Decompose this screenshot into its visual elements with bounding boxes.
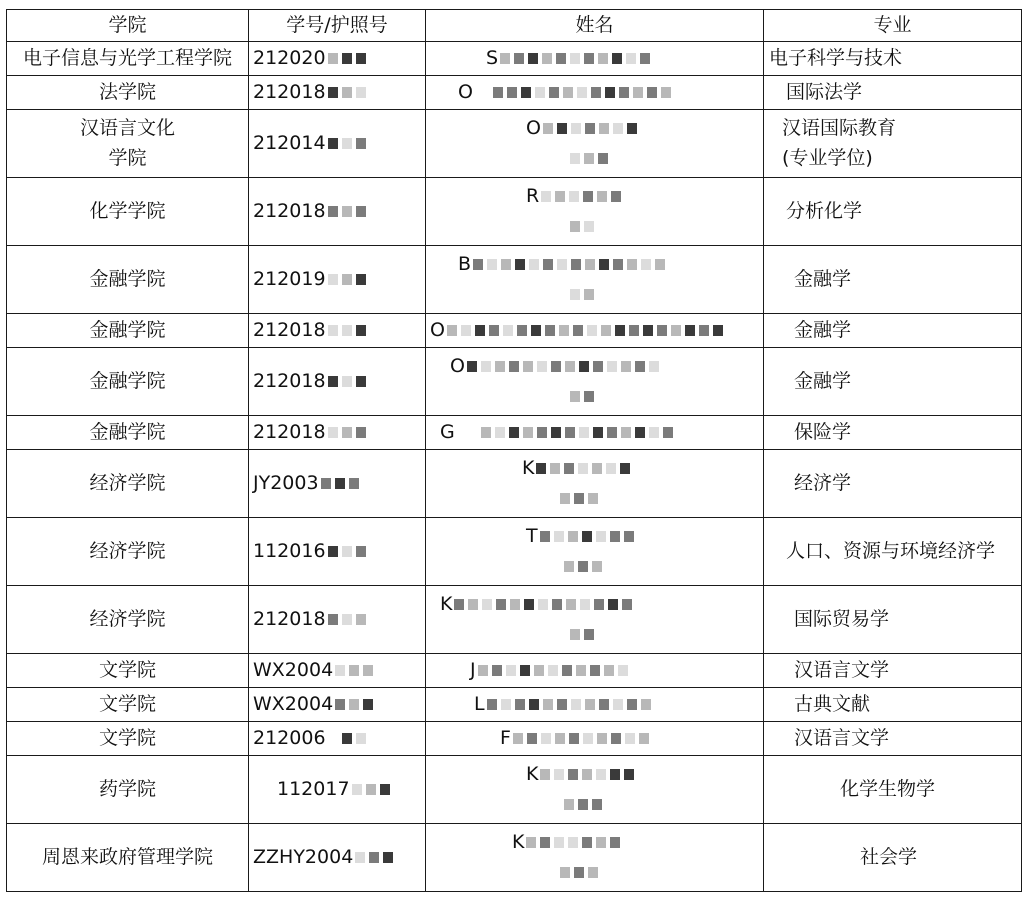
redacted-block — [326, 197, 368, 226]
name-initial: F — [500, 726, 511, 749]
major-cell: 国际法学 — [764, 76, 1022, 110]
id-cell — [249, 756, 426, 824]
id-cell — [249, 450, 426, 518]
id-cell — [249, 178, 426, 246]
redacted-block — [326, 129, 368, 158]
table-row — [7, 518, 1022, 586]
redacted-block — [326, 418, 368, 447]
college-cell: 金融学院 — [7, 416, 249, 450]
college-line: 学院 — [108, 146, 147, 169]
name-cell — [426, 314, 764, 348]
name-initial: R — [526, 185, 540, 208]
id-cell — [249, 688, 426, 722]
id-text: JY2003 — [253, 471, 319, 494]
redacted-block — [498, 44, 652, 73]
name-cell — [426, 756, 764, 824]
table-row — [7, 416, 1022, 450]
redacted-block — [558, 858, 600, 887]
id-cell — [249, 42, 426, 76]
table-row — [7, 586, 1022, 654]
name-initial: O — [458, 80, 473, 103]
redacted-block — [568, 620, 596, 649]
college-cell: 经济学院 — [7, 586, 249, 654]
table-row — [7, 722, 1022, 756]
redacted-block — [539, 182, 623, 211]
college-cell: 文学院 — [7, 688, 249, 722]
name-cell — [426, 586, 764, 654]
table-row — [7, 76, 1022, 110]
header-id: 学号/护照号 — [249, 10, 426, 42]
name-initial: B — [458, 253, 472, 276]
table-row — [7, 756, 1022, 824]
id-text: WX2004 — [253, 658, 334, 681]
major-cell: 经济学 — [764, 450, 1022, 518]
id-text: 212020 — [253, 46, 326, 69]
redacted-block — [562, 552, 604, 581]
id-text: 112017 — [277, 777, 350, 800]
redacted-block — [333, 656, 375, 685]
redacted-block — [326, 44, 368, 73]
redacted-block — [476, 656, 630, 685]
name-initial: O — [430, 318, 445, 341]
major-cell: 汉语言文学 — [764, 722, 1022, 756]
redacted-block — [538, 522, 636, 551]
redacted-block — [326, 605, 368, 634]
table-row — [7, 42, 1022, 76]
redacted-block — [485, 690, 653, 719]
redacted-block — [568, 212, 596, 241]
name-cell — [426, 416, 764, 450]
id-cell — [249, 824, 426, 892]
name-initial: J — [470, 658, 476, 681]
id-text: 212018 — [253, 420, 326, 443]
id-text: 212006 — [253, 726, 326, 749]
table-row — [7, 824, 1022, 892]
id-cell — [249, 348, 426, 416]
table-row — [7, 246, 1022, 314]
college-cell: 法学院 — [7, 76, 249, 110]
redacted-block — [568, 144, 610, 173]
name-cell — [426, 824, 764, 892]
major-cell: 保险学 — [764, 416, 1022, 450]
redacted-block — [326, 265, 368, 294]
college-cell — [7, 110, 249, 178]
redacted-block — [524, 828, 622, 857]
id-cell — [249, 110, 426, 178]
table-row — [7, 348, 1022, 416]
header-name: 姓名 — [426, 10, 764, 42]
major-cell — [764, 110, 1022, 178]
name-cell — [426, 654, 764, 688]
id-text: 212018 — [253, 80, 326, 103]
table-row — [7, 654, 1022, 688]
header-major: 专业 — [764, 10, 1022, 42]
name-cell — [426, 76, 764, 110]
redacted-block — [319, 469, 361, 498]
college-cell: 化学学院 — [7, 178, 249, 246]
redacted-block — [326, 316, 368, 345]
name-cell — [426, 178, 764, 246]
id-cell — [249, 314, 426, 348]
redacted-block — [471, 250, 667, 279]
major-cell: 社会学 — [764, 824, 1022, 892]
id-text: 212018 — [253, 199, 326, 222]
id-cell — [249, 76, 426, 110]
college-cell: 金融学院 — [7, 348, 249, 416]
table-row — [7, 110, 1022, 178]
name-initial: K — [440, 593, 453, 616]
id-text: 112016 — [253, 539, 326, 562]
id-text: 212019 — [253, 267, 326, 290]
name-initial: O — [450, 355, 465, 378]
id-text: 212014 — [253, 131, 326, 154]
name-initial: K — [512, 831, 525, 854]
college-cell: 文学院 — [7, 654, 249, 688]
name-cell — [426, 110, 764, 178]
name-initial: K — [522, 457, 535, 480]
redacted-block — [558, 484, 600, 513]
major-line: (专业学位) — [782, 146, 873, 169]
id-text: WX2004 — [253, 692, 334, 715]
redacted-block — [353, 843, 395, 872]
name-initial: S — [486, 46, 499, 69]
major-cell: 化学生物学 — [764, 756, 1022, 824]
table-row — [7, 450, 1022, 518]
major-cell: 人口、资源与环境经济学 — [764, 518, 1022, 586]
name-cell — [426, 246, 764, 314]
name-cell — [426, 688, 764, 722]
college-cell: 金融学院 — [7, 314, 249, 348]
college-line: 汉语言文化 — [79, 117, 175, 140]
id-cell — [249, 518, 426, 586]
major-cell: 电子科学与技术 — [764, 42, 1022, 76]
id-cell — [249, 654, 426, 688]
major-cell: 金融学 — [764, 246, 1022, 314]
name-cell — [426, 42, 764, 76]
major-cell: 国际贸易学 — [764, 586, 1022, 654]
id-cell — [249, 722, 426, 756]
id-text: 212018 — [253, 369, 326, 392]
redacted-block — [326, 367, 368, 396]
header-row — [7, 10, 1022, 42]
table-row — [7, 178, 1022, 246]
redacted-block — [541, 114, 639, 143]
name-cell — [426, 450, 764, 518]
id-cell — [249, 246, 426, 314]
college-cell: 文学院 — [7, 722, 249, 756]
major-cell: 金融学 — [764, 348, 1022, 416]
redacted-block — [326, 78, 368, 107]
redacted-block — [568, 280, 596, 309]
redacted-block — [511, 724, 651, 753]
redacted-block — [350, 775, 392, 804]
college-cell: 药学院 — [7, 756, 249, 824]
redacted-block — [333, 690, 375, 719]
id-text: 212018 — [253, 607, 326, 630]
name-initial: O — [526, 117, 541, 140]
redacted-block — [479, 418, 675, 447]
college-cell: 经济学院 — [7, 518, 249, 586]
redacted-block — [534, 454, 632, 483]
redacted-block — [340, 724, 368, 753]
id-cell — [249, 586, 426, 654]
id-cell — [249, 416, 426, 450]
college-cell: 电子信息与光学工程学院 — [7, 42, 249, 76]
name-cell — [426, 518, 764, 586]
name-initial: T — [526, 525, 538, 548]
redacted-block — [445, 316, 725, 345]
redacted-block — [568, 382, 596, 411]
college-cell: 经济学院 — [7, 450, 249, 518]
major-line: 汉语国际教育 — [782, 117, 897, 140]
redacted-block — [326, 537, 368, 566]
table-row — [7, 314, 1022, 348]
redacted-block — [538, 760, 636, 789]
name-cell — [426, 722, 764, 756]
redacted-block — [562, 790, 604, 819]
redacted-block — [491, 78, 673, 107]
college-cell: 周恩来政府管理学院 — [7, 824, 249, 892]
id-text: 212018 — [253, 318, 326, 341]
name-initial: L — [474, 692, 485, 715]
table-row — [7, 688, 1022, 722]
name-initial: G — [440, 420, 455, 443]
redacted-block — [465, 352, 661, 381]
name-cell — [426, 348, 764, 416]
redacted-block — [452, 590, 634, 619]
major-cell: 古典文献 — [764, 688, 1022, 722]
major-cell: 金融学 — [764, 314, 1022, 348]
major-cell: 汉语言文学 — [764, 654, 1022, 688]
name-initial: K — [526, 763, 539, 786]
major-cell: 分析化学 — [764, 178, 1022, 246]
college-cell: 金融学院 — [7, 246, 249, 314]
header-college: 学院 — [7, 10, 249, 42]
id-text: ZZHY2004 — [253, 845, 354, 868]
student-table — [6, 9, 1022, 892]
